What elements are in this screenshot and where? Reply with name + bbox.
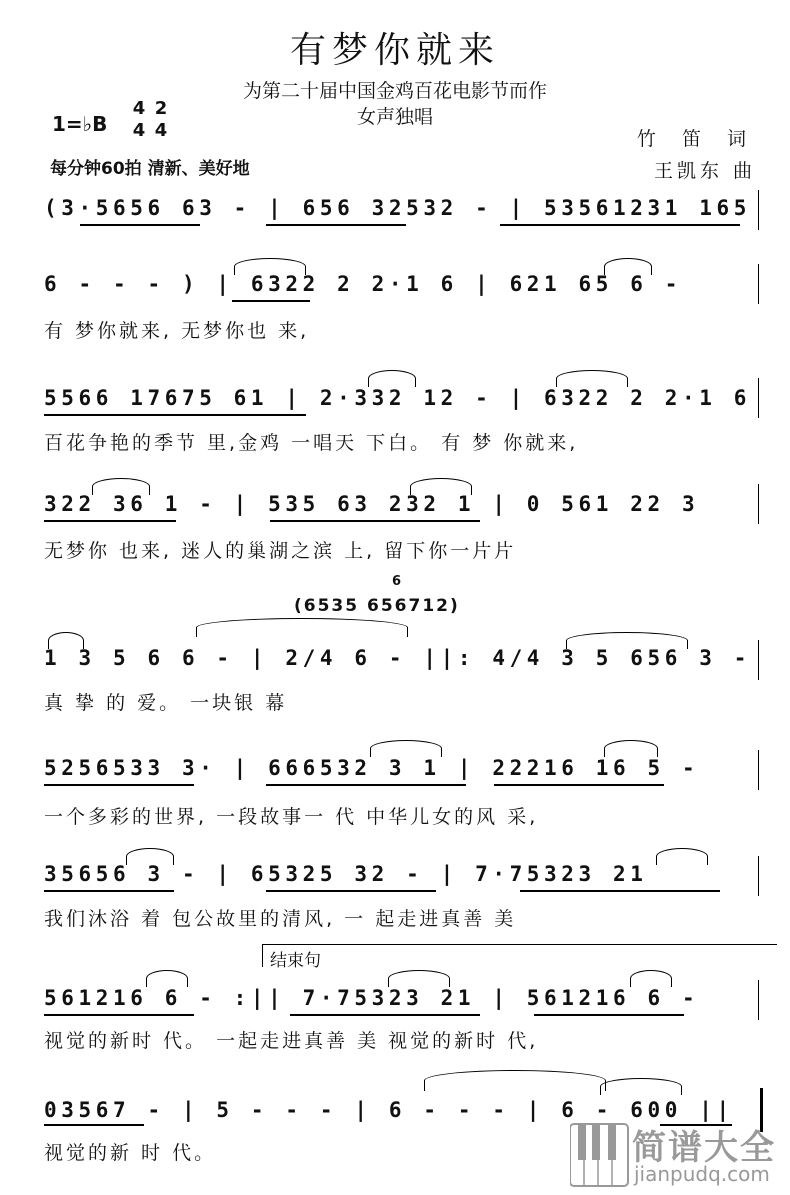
- slur: [388, 970, 450, 987]
- key-signature: 1=♭B: [52, 112, 108, 136]
- ossia-notes: (6535 656712): [294, 596, 460, 616]
- slur: [368, 370, 416, 387]
- lyricist-credit: 竹 笛 词: [636, 128, 756, 150]
- slur: [604, 258, 652, 275]
- slur: [126, 848, 174, 865]
- tie: [424, 1070, 606, 1091]
- barline: [758, 856, 759, 896]
- time-signature-4-4: 4 4: [132, 98, 146, 141]
- barline: [758, 640, 759, 680]
- notation-line-8: 561216 6 - :|| 7·75323 21 | 561216 6 -: [44, 986, 700, 1010]
- tie: [196, 618, 408, 637]
- underline: [44, 784, 194, 786]
- slur: [146, 970, 188, 987]
- slur: [556, 370, 628, 387]
- watermark-brand: 简谱大全: [632, 1128, 776, 1168]
- lyrics-line-5: 真 挚 的 爱。 一块银 幕: [44, 692, 288, 714]
- slur: [410, 478, 472, 495]
- notation-line-1: (3·5656 63 - | 656 32532 - | 53561231 165: [44, 196, 751, 220]
- tempo-marking: 每分钟60拍 清新、美好地: [50, 159, 250, 179]
- underline: [44, 414, 306, 416]
- notation-line-6: 5256533 3· | 666532 3 1 | 22216 16 5 -: [44, 756, 700, 780]
- underline: [270, 520, 480, 522]
- underline: [520, 890, 720, 892]
- song-subtitle: 为第二十届中国金鸡百花电影节而作: [242, 80, 547, 102]
- voice-type: 女声独唱: [356, 106, 433, 128]
- lyrics-line-4: 无梦你 也来, 迷人的巢湖之滨 上, 留下你一片片: [44, 540, 517, 562]
- notation-line-3: 5566 17675 61 | 2·332 12 - | 6322 2 2·1 6: [44, 386, 751, 410]
- slur: [48, 632, 84, 649]
- underline: [266, 784, 466, 786]
- underline: [44, 520, 176, 522]
- underline: [80, 224, 200, 226]
- lyrics-line-8: 视觉的新时 代。 一起走进真善 美 视觉的新时 代,: [44, 1030, 539, 1052]
- barline: [758, 980, 759, 1020]
- lyrics-line-3: 百花争艳的季节 里,金鸡 一唱天 下白。 有 梦 你就来,: [44, 432, 579, 454]
- slur: [604, 740, 658, 757]
- ending-bracket: [262, 944, 777, 967]
- notation-line-4: 322 36 1 - | 535 63 232 1 | 0 561 22 3: [44, 492, 700, 516]
- slur: [566, 632, 688, 649]
- underline: [494, 784, 664, 786]
- song-title: 有梦你就来: [289, 30, 500, 71]
- barline: [758, 264, 759, 304]
- underline: [44, 1014, 194, 1016]
- underline: [44, 1124, 144, 1126]
- notation-line-7: 35656 3 - | 65325 32 - | 7·75323 21: [44, 862, 648, 886]
- underline: [500, 224, 740, 226]
- lyrics-line-7: 我们沐浴 着 包公故里的清风, 一 起走进真善 美: [44, 908, 517, 930]
- slur: [630, 970, 672, 987]
- slur: [370, 740, 442, 757]
- underline: [44, 890, 174, 892]
- composer-credit: 王凯东 曲: [653, 160, 756, 182]
- lyrics-line-6: 一个多彩的世界, 一段故事一 代 中华儿女的风 采,: [44, 806, 539, 828]
- lyrics-line-9: 视觉的新 时 代。: [44, 1142, 217, 1164]
- barline: [758, 378, 759, 418]
- barline: [758, 484, 759, 524]
- underline: [534, 1014, 684, 1016]
- notation-line-2: 6 - - - ) | 6322 2 2·1 6 | 621 65 6 -: [44, 272, 682, 296]
- ending-label: 结束句: [270, 951, 321, 971]
- time-signature-2-4: 2 4: [154, 98, 168, 141]
- tuplet-number: 6: [392, 574, 402, 589]
- underline: [266, 890, 436, 892]
- slur: [92, 478, 150, 495]
- barline: [758, 190, 759, 230]
- notation-line-9: 03567 - | 5 - - - | 6 - - - | 6 - 600 ||: [44, 1098, 734, 1122]
- barline: [758, 750, 759, 790]
- underline: [290, 1014, 480, 1016]
- underline: [232, 300, 310, 302]
- tie: [600, 1078, 682, 1095]
- underline: [266, 224, 406, 226]
- slur: [234, 258, 306, 275]
- watermark-url: jianpudq.com: [634, 1162, 770, 1186]
- lyrics-line-2: 有 梦你就来, 无梦你也 来,: [44, 320, 310, 342]
- slur: [656, 848, 708, 865]
- notation-line-5: 1 3 5 6 6 - | 2/4 6 - ||: 4/4 3 5 656 3 -: [44, 646, 751, 670]
